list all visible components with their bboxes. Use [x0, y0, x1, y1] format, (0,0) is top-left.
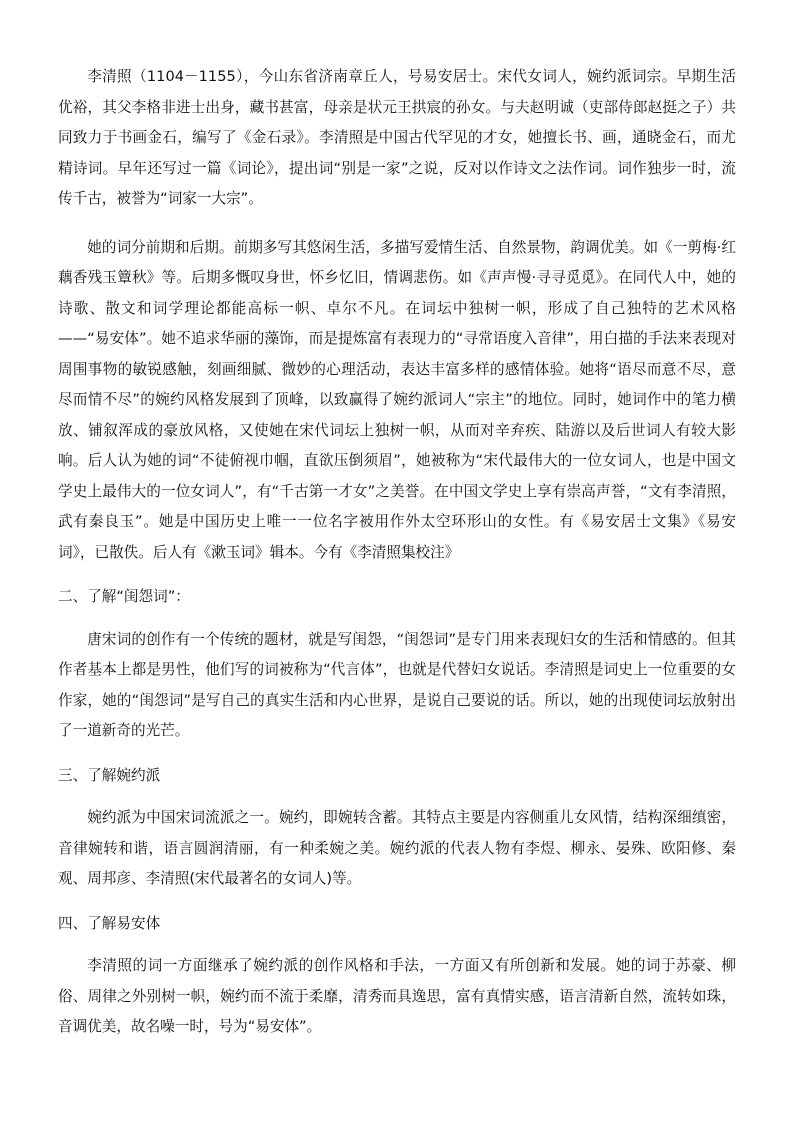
intro-paragraph: 李清照（1104－1155），今山东省济南章丘人，号易安居士。宋代女词人，婉约派词宗。早期生活优裕，其父李格非进士出身，藏书甚富，母亲是状元王拱宸的孙女。与夫赵明诚（吏部侍郎赵挺之子）共同致力于书画金石，编写了《金石录》。李清照是中国古代罕见的才女，她擅长书、画，通晓金石，而尤精诗词。早年还写过一篇《词论》，提出词“别是一家”之说，反对以作诗文之法作词。词作独步一时，流传千古，被誉为“词家一大宗”。	[58, 68, 736, 207]
guiyuanci-paragraph: 唐宋词的创作有一个传统的题材，就是写闺怨，“闺怨词”是专门用来表现妇女的生活和情感的。但其作者基本上都是男性，他们写的词被称为“代言体”，也就是代替妇女说话。李清照是词史上一位重要的女作家，她的“闺怨词”是写自己的真实生活和内心世界，是说自己要说的话。所以，她的出现使词坛放射出了一道新奇的光芒。	[58, 630, 736, 739]
yianti-paragraph: 李清照的词一方面继承了婉约派的创作风格和手法，一方面又有所创新和发展。她的词于苏豪、柳俗、周律之外别树一帜，婉约而不流于柔靡，清秀而具逸思，富有真情实感，语言清新自然，流转如珠，音调优美，故名噪一时，号为“易安体”。	[58, 957, 736, 1035]
works-paragraph: 她的词分前期和后期。前期多写其悠闲生活，多描写爱情生活、自然景物，韵调优美。如《一剪梅·红藕香残玉簟秋》等。后期多慨叹身世，怀乡忆旧，情调悲伤。如《声声慢·寻寻觅觅》。在同代人中，她的诗歌、散文和词学理论都能高标一帜、卓尔不凡。在词坛中独树一帜，形成了自己独特的艺术风格——“易安体”。她不追求华丽的藻饰，而是提炼富有表现力的“寻常语度入音律”，用白描的手法来表现对周围事物的敏锐感触，刻画细腻、微妙的心理活动，表达丰富多样的感情体验。她将“语尽而意不尽，意尽而情不尽”的婉约风格发展到了顶峰，以致赢得了婉约派词人“宗主”的地位。同时，她词作中的笔力横放、铺叙浑成的豪放风格，又使她在宋代词坛上独树一帜，从而对辛弃疾、陆游以及后世词人有较大影响。后人认为她的词“不徒俯视巾帼，直欲压倒须眉”，她被称为“宋代最伟大的一位女词人，也是中国文学史上最伟大的一位女词人”，有“千古第一才女”之美誉。在中国文学史上享有崇高声誉，“文有李清照，武有秦良玉”。她是中国历史上唯一一位名字被用作外太空环形山的女性。有《易安居士文集》《易安词》，已散佚。后人有《漱玉词》辑本。今有《李清照集校注》	[58, 238, 736, 561]
wanyuepai-paragraph: 婉约派为中国宋词流派之一。婉约，即婉转含蓄。其特点主要是内容侧重儿女风情，结构深细缜密，音律婉转和谐，语言圆润清丽，有一种柔婉之美。婉约派的代表人物有李煜、柳永、晏殊、欧阳修、秦观、周邦彦、李清照(宋代最著名的女词人)等。	[58, 809, 736, 887]
section-heading-guiyuanci: 二、了解“闺怨词”：	[58, 588, 190, 605]
section-heading-yianti: 四、了解易安体	[58, 914, 161, 932]
document-body	[58, 62, 736, 1043]
section-heading-wanyuepai: 三、了解婉约派	[58, 766, 161, 784]
